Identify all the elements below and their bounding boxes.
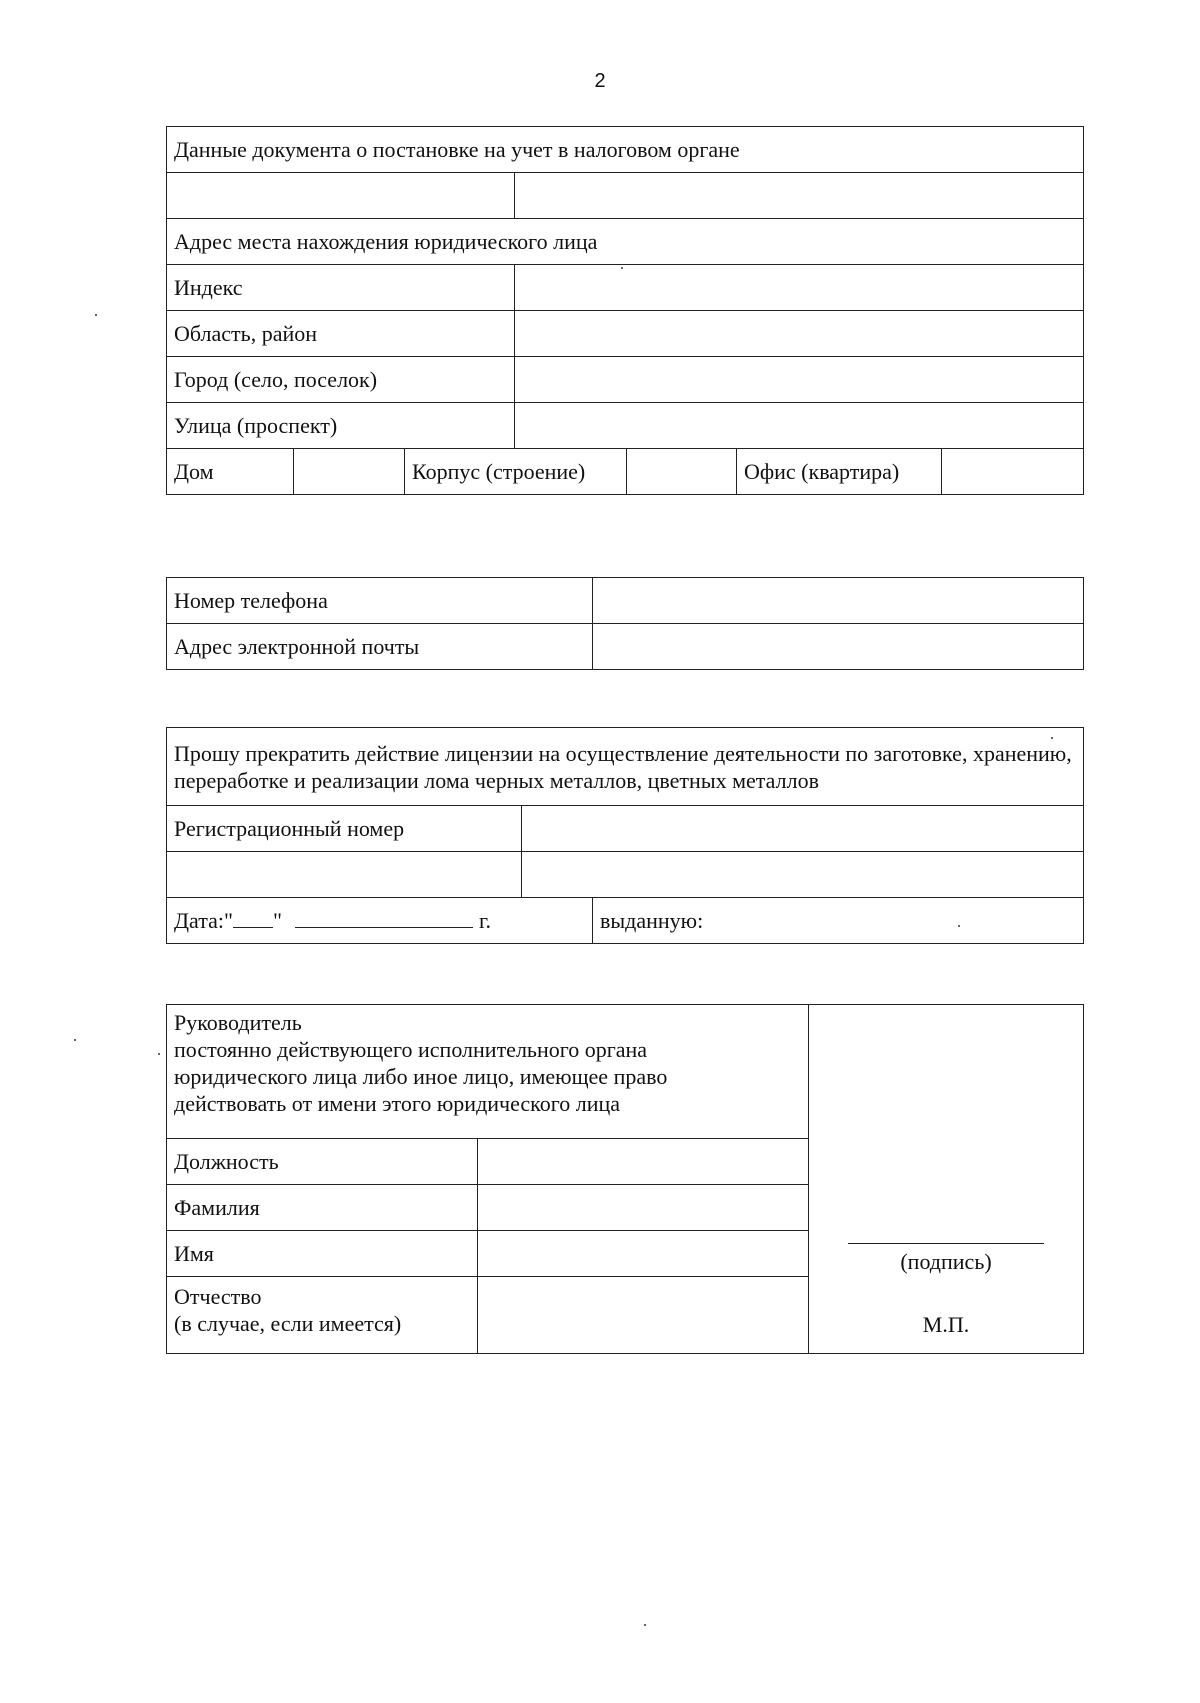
city-field[interactable] bbox=[515, 357, 1084, 403]
region-label: Область, район bbox=[167, 311, 515, 357]
head-table bbox=[166, 1004, 1084, 1354]
reg-extra-left[interactable] bbox=[167, 852, 522, 898]
house-field[interactable] bbox=[294, 449, 405, 495]
contact-table bbox=[166, 577, 1084, 670]
email-field[interactable] bbox=[593, 624, 1084, 670]
address-title: Адрес места нахождения юридического лица bbox=[167, 219, 1084, 265]
head-title-line-2: постоянно действующего исполнительного органа bbox=[174, 1037, 648, 1062]
surname-label: Фамилия bbox=[167, 1185, 478, 1231]
signature-cell[interactable] bbox=[809, 1005, 1084, 1354]
reg-number-label: Регистрационный номер bbox=[167, 806, 522, 852]
tax-field-right[interactable] bbox=[515, 173, 1084, 219]
name-label: Имя bbox=[167, 1231, 478, 1277]
page-number: 2 bbox=[594, 70, 606, 92]
patronymic-field[interactable] bbox=[478, 1277, 809, 1354]
head-title-line-1: Руководитель bbox=[174, 1010, 302, 1035]
index-field[interactable] bbox=[515, 265, 1084, 311]
scan-speck bbox=[74, 1039, 76, 1041]
date-quote-close: " bbox=[272, 908, 282, 933]
patronymic-label bbox=[167, 1277, 478, 1354]
building-field[interactable] bbox=[627, 449, 737, 495]
street-label: Улица (проспект) bbox=[167, 403, 515, 449]
region-field[interactable] bbox=[515, 311, 1084, 357]
index-label: Индекс bbox=[167, 265, 515, 311]
stamp-label: М.П. bbox=[922, 1312, 970, 1337]
date-cell bbox=[167, 898, 593, 944]
scan-speck bbox=[621, 267, 623, 269]
position-label: Должность bbox=[167, 1139, 478, 1185]
building-label: Корпус (строение) bbox=[405, 449, 627, 495]
signature-caption: (подпись) bbox=[900, 1249, 992, 1274]
reg-number-field[interactable] bbox=[522, 806, 1084, 852]
tax-field-left[interactable] bbox=[167, 173, 515, 219]
date-day-blank[interactable] bbox=[233, 907, 273, 928]
scan-speck bbox=[958, 925, 960, 927]
office-field[interactable] bbox=[942, 449, 1084, 495]
license-table bbox=[166, 727, 1084, 944]
date-month-blank[interactable] bbox=[295, 907, 473, 928]
street-field[interactable] bbox=[515, 403, 1084, 449]
scan-speck bbox=[95, 314, 97, 316]
tax-registration-title: Данные документа о постановке на учет в налоговом органе bbox=[167, 127, 1084, 173]
address-table bbox=[166, 126, 1084, 495]
city-label: Город (село, поселок) bbox=[167, 357, 515, 403]
issued-cell[interactable] bbox=[593, 898, 1084, 944]
patronymic-label-line-2: (в случае, если имеется) bbox=[174, 1311, 402, 1336]
head-title-line-3: юридического лица либо иное лицо, имеющее право bbox=[174, 1064, 668, 1089]
email-label: Адрес электронной почты bbox=[167, 624, 593, 670]
phone-label: Номер телефона bbox=[167, 578, 593, 624]
scan-speck bbox=[1051, 737, 1053, 739]
phone-field[interactable] bbox=[593, 578, 1084, 624]
license-request-text: Прошу прекратить действие лицензии на осуществление деятельности по заготовке, хранению, переработке и реализации лома черных металлов, цветных металлов bbox=[167, 728, 1084, 806]
office-label: Офис (квартира) bbox=[737, 449, 942, 495]
head-title-line-4: действовать от имени этого юридического лица bbox=[174, 1091, 621, 1116]
date-suffix: г. bbox=[478, 908, 491, 933]
surname-field[interactable] bbox=[478, 1185, 809, 1231]
house-label: Дом bbox=[167, 449, 294, 495]
scan-speck bbox=[644, 1624, 646, 1626]
patronymic-label-line-1: Отчество bbox=[174, 1284, 262, 1309]
date-prefix: Дата:" bbox=[174, 908, 233, 933]
position-field[interactable] bbox=[478, 1139, 809, 1185]
scan-speck bbox=[158, 1053, 160, 1055]
head-title bbox=[167, 1005, 809, 1139]
issued-label: выданную: bbox=[600, 908, 704, 933]
reg-extra-right[interactable] bbox=[522, 852, 1084, 898]
signature-line[interactable] bbox=[848, 1243, 1044, 1244]
name-field[interactable] bbox=[478, 1231, 809, 1277]
